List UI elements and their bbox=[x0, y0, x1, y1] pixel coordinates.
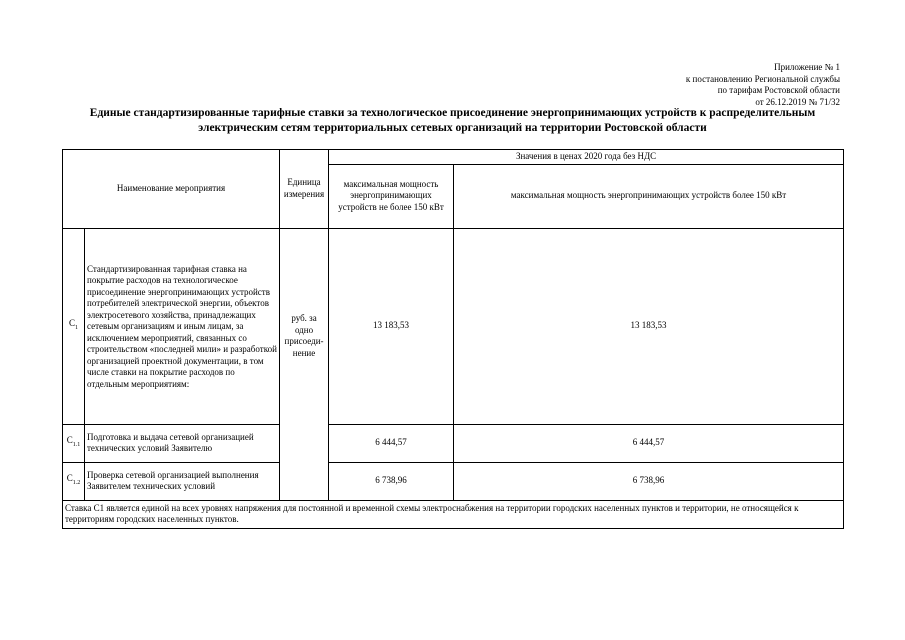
row-value-over-150: 6 444,57 bbox=[454, 424, 844, 462]
row-value-over-150: 6 738,96 bbox=[454, 462, 844, 500]
appendix-line-3: по тарифам Ростовской области bbox=[717, 85, 840, 95]
appendix-line-4: от 26.12.2019 № 71/32 bbox=[755, 96, 840, 107]
row-value-up-to-150: 6 444,57 bbox=[329, 424, 454, 462]
row-value-up-to-150: 13 183,53 bbox=[329, 228, 454, 424]
unit-cell bbox=[280, 228, 329, 424]
table-row bbox=[63, 462, 844, 500]
unit-value: руб. за одно присоеди-нение bbox=[284, 313, 324, 358]
table-note: Ставка С1 является единой на всех уровнях напряжения для постоянной и временной схемы электроснабжения на территории городских населенных пунктов и территории, не относящейся к территориям городских населенных пунктов. bbox=[63, 500, 844, 528]
row-value-over-150: 13 183,53 bbox=[454, 228, 844, 424]
header-col-up-to-150: максимальная мощность энергопринимающих устройств не более 150 кВт bbox=[329, 164, 454, 228]
row-code: $C_{1.2}$ bbox=[63, 462, 85, 500]
header-values-group: Значения в ценах 2020 года без НДС bbox=[329, 150, 844, 165]
table-row bbox=[63, 424, 844, 462]
header-name: Наименование мероприятия bbox=[63, 150, 280, 229]
tariff-table bbox=[62, 149, 844, 529]
row-code: $C_{1.1}$ bbox=[63, 424, 85, 462]
header-unit: Единица измерения bbox=[280, 150, 329, 229]
unit-cell-continued bbox=[280, 424, 329, 500]
title-line-2: электрическим сетям территориальных сетевых организаций на территории Ростовской области bbox=[198, 122, 707, 134]
row-code: $C_1$ bbox=[63, 228, 85, 424]
row-description: Стандартизированная тарифная ставка на покрытие расходов на технологическое присоединение энергопринимающих устройств потребителей электрической энергии, объектов электросетевого хозяйства, принадлежащих сетевым организациям и иным лицам, за исключением мероприятий, связанных со строительством «последней мили» и разработкой организацией проектной документации, в том числе ставки на покрытие расходов по отдельным мероприятиям: bbox=[85, 228, 280, 424]
table-row bbox=[63, 228, 844, 424]
appendix-line-1: Приложение № 1 bbox=[774, 62, 840, 72]
appendix-line-2: к постановлению Региональной службы bbox=[685, 73, 840, 84]
header-col-over-150: максимальная мощность энергопринимающих устройств более 150 кВт bbox=[454, 164, 844, 228]
row-description: Подготовка и выдача сетевой организацией технических условий Заявителю bbox=[85, 424, 280, 462]
note-row bbox=[63, 500, 844, 528]
row-description: Проверка сетевой организацией выполнения Заявителем технических условий bbox=[85, 462, 280, 500]
header-row-1 bbox=[63, 150, 844, 165]
appendix-header bbox=[686, 62, 840, 108]
row-value-up-to-150: 6 738,96 bbox=[329, 462, 454, 500]
document-title bbox=[40, 106, 865, 136]
title-line-1: Единые стандартизированные тарифные ставки за технологическое присоединение энергопринимающих устройств к распределительным bbox=[89, 107, 816, 119]
